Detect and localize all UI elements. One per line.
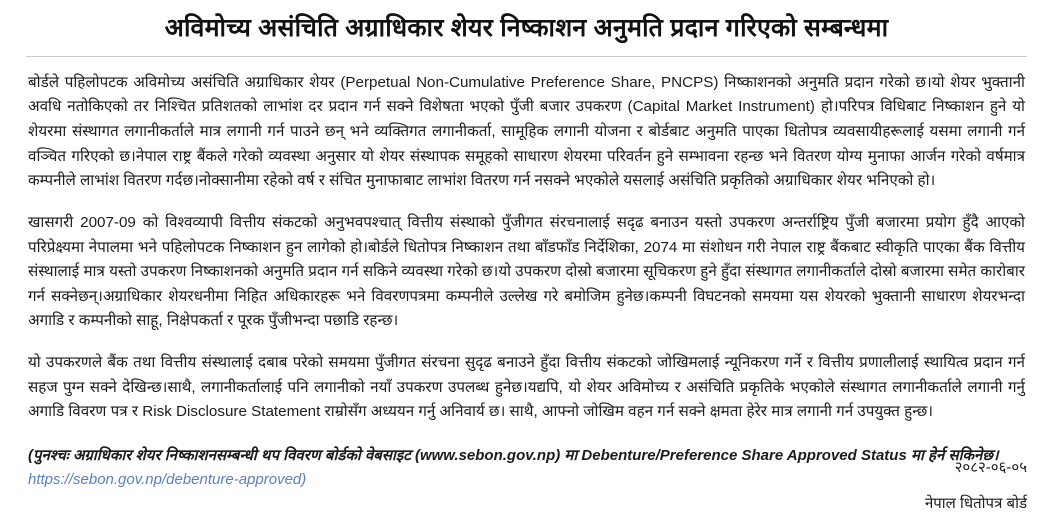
postscript-text: (पुनश्चः अग्राधिकार शेयर निष्काशनसम्बन्धी थप विवरण बोर्डको वेबसाइट (www.sebon.gov.np) मा Debenture/Preference Share Approved Status मा हेर्न सकिनेछ। (28, 446, 999, 464)
page-title: अविमोच्य असंचिति अग्राधिकार शेयर निष्काशन अनुमति प्रदान गरिएको सम्बन्धमा (164, 14, 889, 42)
document-date: २०८२-०६-०५ (954, 459, 1027, 476)
title-divider (26, 56, 1027, 57)
signature-block (925, 457, 1027, 513)
paragraph-3: यो उपकरणले बैंक तथा वित्तीय संस्थालाई दबाब परेको समयमा पुँजीगत संरचना सुदृढ बनाउने हुँदा वित्तीय संकटको जोखिमलाई न्यूनिकरण गर्ने र वित्तीय प्रणालीलाई स्थायित्व प्रदान गर्न सहज पुग्न सक्ने देखिन्छ।साथै, लगानीकर्तालाई पनि लगानीको नयाँ उपकरण उपलब्ध हुनेछ।यद्यपि, यो शेयर अविमोच्य र असंचिति प्रकृतिके भएकोले संस्थागत लगानीकर्ताले लगानी गर्नु अगाडि विवरण पत्र र Risk Disclosure Statement राम्रोसँग अध्ययन गर्नु अनिवार्य छ। साथै, आफ्नो जोखिम वहन गर्न सक्ने क्षमता हेरेर मात्र लगानी गर्न उपयुक्त हुन्छ। (28, 354, 1025, 421)
paragraph-1: बोर्डले पहिलोपटक अविमोच्य असंचिति अग्राधिकार शेयर (Perpetual Non-Cumulative Preference Share, PNCPS) निष्काशनको अनुमति प्रदान गरेको छ।यो शेयर भुक्तानी अवधि नतोकिएको तर निश्चित प्रतिशतको लाभांश दर प्रदान गर्न सक्ने विशेषता भएको पुँजी बजार उपकरण (Capital Market Instrument) हो।परिपत्र विधिबाट निष्काशन हुने यो शेयरमा संस्थागत लगानीकर्ताले मात्र लगानी गर्न पाउने छन् भने व्यक्तिगत लगानीकर्ता, सामूहिक लगानी योजना र बोर्डबाट अनुमति पाएका धितोपत्र व्यवसायीहरूलाई यसमा लगानी गर्न वञ्चित गरिएको छ।नेपाल राष्ट्र बैंकले गरेको व्यवस्था अनुसार यो शेयर संस्थापक समूहको साधारण शेयरमा परिवर्तन हुने सम्भावना रहन्छ भने वितरण योग्य मुनाफा आर्जन गरेको वर्षमात्र कम्पनीले लाभांश वितरण गर्दछ।नोक्सानीमा रहेको वर्ष र संचित मुनाफाबाट लाभांश वितरण गर्न नसक्ने भएकोले यसलाई असंचिति प्रकृतिको अग्राधिकार शेयर भनिएको हो। (28, 73, 1025, 190)
postscript-note (28, 444, 1025, 492)
document-body (24, 71, 1029, 492)
paragraph-2: खासगरी 2007-09 को विश्वव्यापी वित्तीय संकटको अनुभवपश्चात् वित्तीय संस्थाको पुँजीगत संरचनालाई सदृढ बनाउन यस्तो उपकरण अन्तर्राष्ट्रिय पुँजी बजारमा प्रयोग हुँदै आएको परिप्रेक्ष्यमा नेपालमा भने पहिलोपटक निष्काशन हुन लागेको हो।बोर्डले धितोपत्र निष्काशन तथा बाँडफाँड निर्देशिका, 2074 मा संशोधन गरी नेपाल राष्ट्र बैंकबाट स्वीकृति पाएका बैंक वित्तीय संस्थालाई मात्र यस्तो उपकरण निष्काशनको अनुमति प्रदान गर्न सकिने व्यवस्था गरेको छ।यो उपकरण दोस्रो बजारमा सूचिकरण हुने हुँदा संस्थागत लगानीकर्ताले दोस्रो बजारमा समेत कारोबार गर्न सक्नेछन्।अग्राधिकार शेयरधनीमा निहित अधिकारहरू भने विवरणपत्रमा कम्पनीले उल्लेख गरे बमोजिम हुनेछ।कम्पनी विघटनको समयमा यस शेयरको भुक्तानी साधारण शेयरभन्दा अगाडि र कम्पनीको साहू, निक्षेपकर्ता र पूरक पुँजीभन्दा पछाडि रहन्छ। (28, 213, 1025, 330)
issuing-organization: नेपाल धितोपत्र बोर्ड (924, 495, 1027, 512)
sebon-debenture-link[interactable]: https://sebon.gov.np/debenture-approved) (28, 470, 307, 488)
